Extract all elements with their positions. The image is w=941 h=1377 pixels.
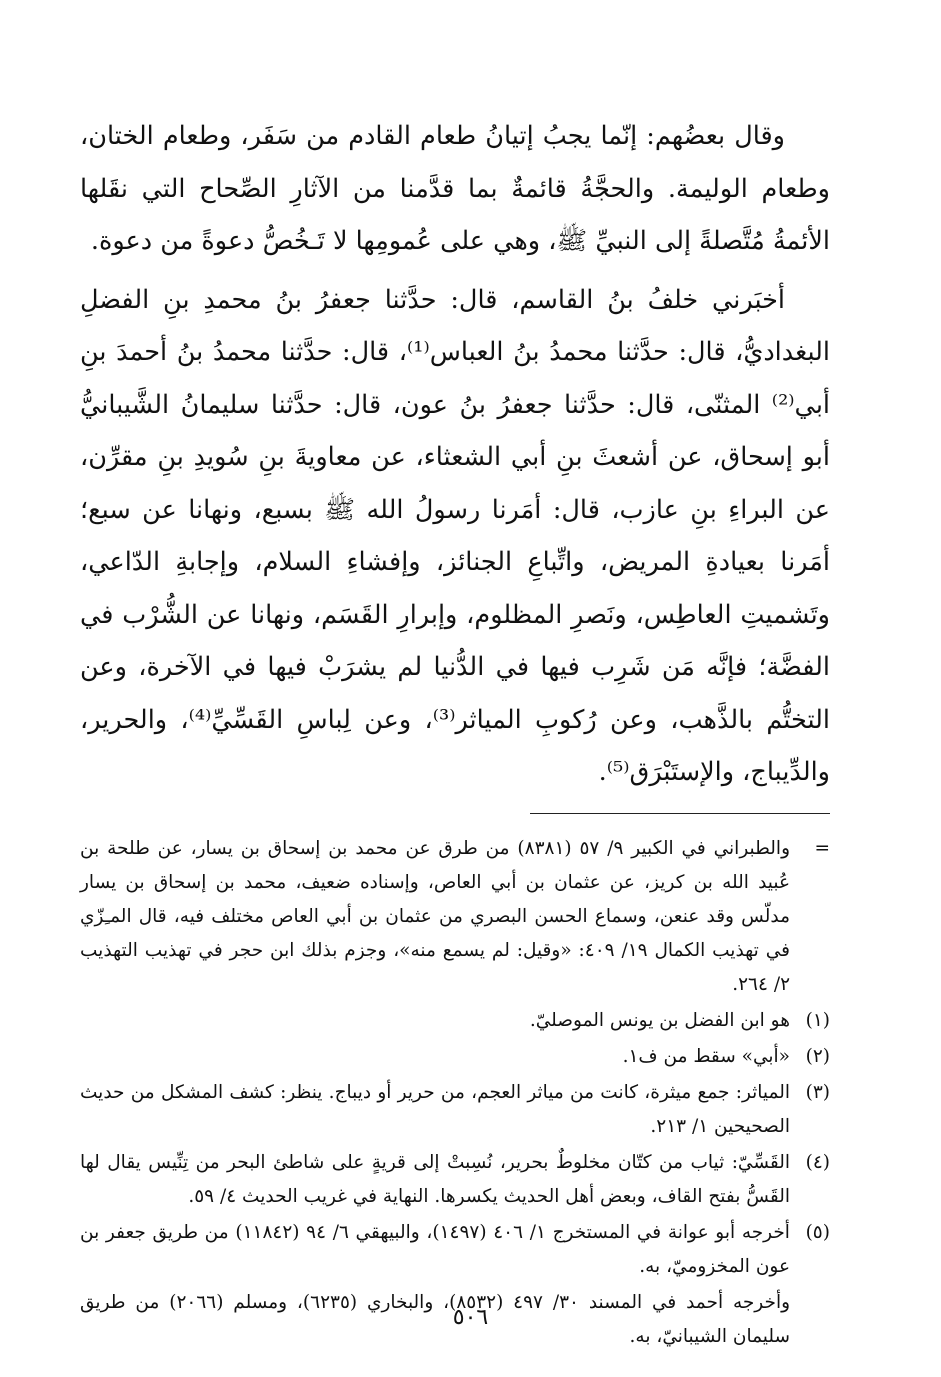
footnote-item [80, 1216, 830, 1284]
footnote-separator [530, 813, 830, 814]
footnote-mark: (٤) [805, 1151, 830, 1173]
footnote-mark: = [814, 837, 831, 859]
footnote-mark: (٣) [805, 1081, 830, 1103]
footnote-text: والطبراني في الكبير ٩/ ٥٧ (٨٣٨١) من طرق عن محمد بن إسحاق بن يسار، عن طلحة بن عُبيد الله بن كريز، عن عثمان بن أبي العاص، وإسناده ضعيف، محمد بن إسحاق بن يسار مدلّس وقد عنعن، وسماع الحسن البصري من عثمان بن أبي العاص مختلف فيه، قال المـِزّي في تهذيب الكمال ١٩/ ٤٠٩: «وقيل: لم يسمع منه»، وجزم بذلك ابن حجر في تهذيب التهذيب ٢/ ٢٦٤. [80, 837, 791, 995]
footnote-mark: (٥) [805, 1221, 830, 1243]
footnote-item [80, 1004, 830, 1038]
footnote-mark: (١) [805, 1009, 830, 1031]
footnote-text: وأخرجه أحمد في المسند ٣٠/ ٤٩٧ (٨٥٣٢)، والبخاري (٦٢٣٥)، ومسلم (٢٠٦٦) من طريق سليمان الشيبانيّ، به. [80, 1291, 791, 1347]
main-paragraph: وقال بعضُهم: إنّما يجبُ إتيانُ طعام القادم من سَفَر، وطعام الختان، وطعام الوليمة. والحجَّةُ قائمةٌ بما قدَّمنا من الآثارِ الصِّحاح التي نقَلها الأئمةُ مُتَّصلةً إلى النبيِّ ﷺ، وهي على عُمومِها لا تَـخُصُّ دعوةً من دعوة. [80, 121, 830, 256]
footnote-text: القَسِّيّ: ثياب من كتّان مخلوطٌ بحرير، نُسِبتْ إلى قريةٍ على شاطئ البحر من تِنِّيس يقال لها القَسُّ بفتح القاف، وبعض أهل الحديث يكسرها. النهاية في غريب الحديث ٤/ ٥٩. [80, 1151, 790, 1207]
footnote-item [80, 832, 830, 1002]
footnote-text: أخرجه أبو عوانة في المستخرج ١/ ٤٠٦ (١٤٩٧)، والبيهقي ٦/ ٩٤ (١١٨٤٢) من طريق جعفر بن عون المخزوميّ، به. [80, 1221, 790, 1277]
main-text [80, 110, 830, 799]
footnote-item [80, 1076, 830, 1144]
main-paragraph: أخبَرني خلفُ بنُ القاسم، قال: حدَّثنا جعفرُ بنُ محمدِ بنِ الفضلِ البغداديُّ، قال: حدَّثنا محمدُ بنُ العباس⁽¹⁾، قال: حدَّثنا محمدُ بنُ أحمدَ بنِ أبي⁽²⁾ المثنّى، قال: حدَّثنا جعفرُ بنُ عون، قال: حدَّثنا سليمانُ الشَّيبانيُّ أبو إسحاق، عن أشعثَ بنِ أبي الشعثاء، عن معاويةَ بنِ سُويدِ بنِ مقرِّن، عن البراءِ بنِ عازب، قال: أمَرنا رسولُ الله ﷺ بسبع، ونهانا عن سبع؛ أمَرنا بعيادةِ المريض، واتِّباعِ الجنائز، وإفشاءِ السلام، وإجابةِ الدّاعي، وتَشميتِ العاطِس، ونَصرِ المظلوم، وإبرارِ القَسَم، ونهانا عن الشُّرْب في الفضَّة؛ فإنَّه مَن شَرِب فيها في الدُّنيا لم يشرَبْ فيها في الآخرة، وعن التختُّم بالذَّهب، وعن رُكوبِ المياثر⁽³⁾، وعن لِباسِ القَسِّيِّ⁽⁴⁾، والحرير، والدِّيباج، والإستَبْرَق⁽⁵⁾. [80, 284, 831, 787]
page-content [80, 110, 830, 1356]
footnote-text: هو ابن الفضل بن يونس الموصليّ. [529, 1009, 790, 1031]
page-number: ٥٠٦ [452, 1305, 489, 1330]
footnote-item [80, 1040, 830, 1074]
footnote-text: المياثر: جمع ميثرة، كانت من مياثر العجم، من حرير أو ديباج. ينظر: كشف المشكل من حديث الصحيحين ١/ ٢١٣. [80, 1081, 790, 1137]
footnotes [80, 832, 830, 1354]
footnote-mark: (٢) [805, 1045, 830, 1067]
footnote-item [80, 1146, 830, 1214]
footnote-text: «أبي» سقط من ف١. [622, 1045, 790, 1067]
